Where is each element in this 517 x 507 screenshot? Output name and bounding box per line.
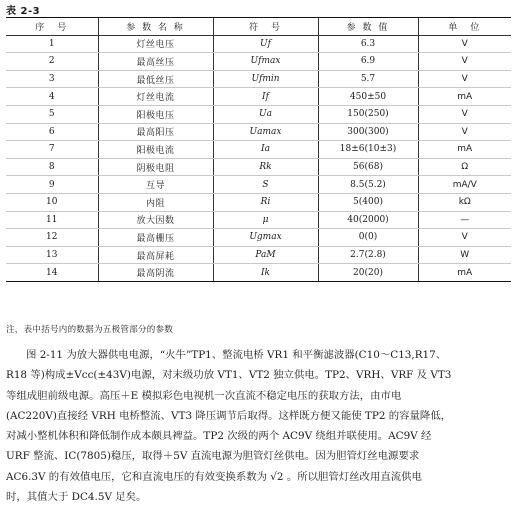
table-row	[6, 176, 511, 194]
row-number: 2	[6, 53, 98, 71]
param-unit: W	[418, 246, 511, 264]
param-symbol: μ	[213, 211, 318, 229]
header-no: 序 号	[6, 18, 98, 36]
param-value: 6.3	[318, 35, 418, 53]
param-symbol: PaM	[213, 246, 318, 264]
param-symbol: Ufmax	[213, 53, 318, 71]
header-symbol: 符 号	[213, 18, 318, 36]
param-name: 阳极电流	[98, 141, 213, 159]
row-number: 8	[6, 158, 98, 176]
param-value: 56(68)	[318, 158, 418, 176]
param-value: 0(0)	[318, 229, 418, 247]
table-row	[6, 35, 511, 53]
param-symbol: Ugmax	[213, 229, 318, 247]
paragraph-line: (AC220V)直接经 VRH 电桥整流、VT3 降压调节后取得。这样既方便又能使 TP2 的容量降低，	[6, 409, 452, 422]
table-row	[6, 123, 511, 141]
row-number: 6	[6, 123, 98, 141]
param-name: 内阻	[98, 193, 213, 211]
row-number: 12	[6, 229, 98, 247]
table-row	[6, 70, 511, 88]
param-unit: mA	[418, 88, 511, 106]
row-number: 14	[6, 264, 98, 282]
param-symbol: Ik	[213, 264, 318, 282]
param-unit: V	[418, 229, 511, 247]
paragraph-line: 对减小整机体积和降低制作成本颇具裨益。TP2 次级的两个 AC9V 绕组并联使用。AC9V 经	[6, 430, 432, 443]
paragraph-line: R18 等)构成±Vcc(±43V)电源，对末级功放 VT1、VT2 独立供电。TP2、VRH、VRF 及 VT3	[6, 369, 452, 382]
param-value: 5.7	[318, 70, 418, 88]
table-row	[6, 264, 511, 282]
param-symbol: If	[213, 88, 318, 106]
param-unit: mA/V	[418, 176, 511, 194]
param-name: 阳极电压	[98, 105, 213, 123]
param-name: 最低丝压	[98, 70, 213, 88]
header-name: 参 数 名 称	[98, 18, 213, 36]
row-number: 11	[6, 211, 98, 229]
paragraph-line: 图 2-11 为放大器供电电源，“火牛”TP1、整流电桥 VR1 和平衡滤波器(C10～C13,R17、	[26, 349, 447, 361]
header-unit: 单 位	[418, 18, 511, 36]
param-symbol: Ri	[213, 193, 318, 211]
param-symbol: Rk	[213, 158, 318, 176]
param-unit: mA	[418, 264, 511, 282]
table-row	[6, 88, 511, 106]
param-name: 最高阴流	[98, 264, 213, 282]
row-number: 3	[6, 70, 98, 88]
param-name: 最高阳压	[98, 123, 213, 141]
body-paragraph	[6, 345, 511, 507]
param-value: 20(20)	[318, 264, 418, 282]
table-header-row	[6, 18, 511, 36]
param-unit: —	[418, 211, 511, 229]
param-name: 最高栅压	[98, 229, 213, 247]
param-symbol: Uf	[213, 35, 318, 53]
param-value: 8.5(5.2)	[318, 176, 418, 194]
table-row	[6, 211, 511, 229]
param-unit: V	[418, 123, 511, 141]
param-value: 18±6(10±3)	[318, 141, 418, 159]
table-row	[6, 193, 511, 211]
param-unit: kΩ	[418, 193, 511, 211]
param-name: 最高屏耗	[98, 246, 213, 264]
table-row	[6, 246, 511, 264]
table-caption: 表 2-3	[6, 6, 41, 17]
row-number: 9	[6, 176, 98, 194]
param-value: 6.9	[318, 53, 418, 71]
parameter-table	[6, 17, 511, 282]
table-row	[6, 53, 511, 71]
paragraph-line: 时，其值大于 DC4.5V 足矣。	[6, 491, 147, 504]
header-value: 参 数 值	[318, 18, 418, 36]
param-name: 最高丝压	[98, 53, 213, 71]
param-unit: Ω	[418, 158, 511, 176]
param-name: 互导	[98, 176, 213, 194]
param-unit: V	[418, 35, 511, 53]
param-symbol: S	[213, 176, 318, 194]
param-symbol: Uamax	[213, 123, 318, 141]
paragraph-line: AC6.3V 的有效值电压，它和直流电压的有效变换系数为 √2 。所以胆管灯丝改用直流供电	[6, 470, 422, 483]
table-body	[6, 35, 511, 281]
param-value: 40(2000)	[318, 211, 418, 229]
param-symbol: Ua	[213, 105, 318, 123]
table-note: 注，表中括号内的数据为五极管部分的参数	[6, 325, 174, 335]
param-name: 灯丝电压	[98, 35, 213, 53]
param-value: 2.7(2.8)	[318, 246, 418, 264]
table-row	[6, 141, 511, 159]
param-unit: V	[418, 53, 511, 71]
paragraph-line: 等组成胆前级电源。高压＋E 模拟彩色电视机一次直流不稳定电压的获取方法，由市电	[6, 389, 402, 402]
param-value: 150(250)	[318, 105, 418, 123]
table-row	[6, 229, 511, 247]
param-name: 阴极电阻	[98, 158, 213, 176]
param-unit: mA	[418, 141, 511, 159]
paragraph-line: URF 整流、IC(7805)稳压，取得＋5V 直流电源为胆管灯丝供电。因为胆管灯丝电源要求	[6, 450, 420, 463]
param-symbol: Ia	[213, 141, 318, 159]
param-value: 5(400)	[318, 193, 418, 211]
param-name: 灯丝电流	[98, 88, 213, 106]
row-number: 5	[6, 105, 98, 123]
param-unit: V	[418, 70, 511, 88]
table-row	[6, 105, 511, 123]
param-value: 450±50	[318, 88, 418, 106]
row-number: 1	[6, 35, 98, 53]
row-number: 7	[6, 141, 98, 159]
row-number: 10	[6, 193, 98, 211]
row-number: 13	[6, 246, 98, 264]
param-name: 放大因数	[98, 211, 213, 229]
table-row	[6, 158, 511, 176]
param-unit: V	[418, 105, 511, 123]
row-number: 4	[6, 88, 98, 106]
param-value: 300(300)	[318, 123, 418, 141]
param-symbol: Ufmin	[213, 70, 318, 88]
